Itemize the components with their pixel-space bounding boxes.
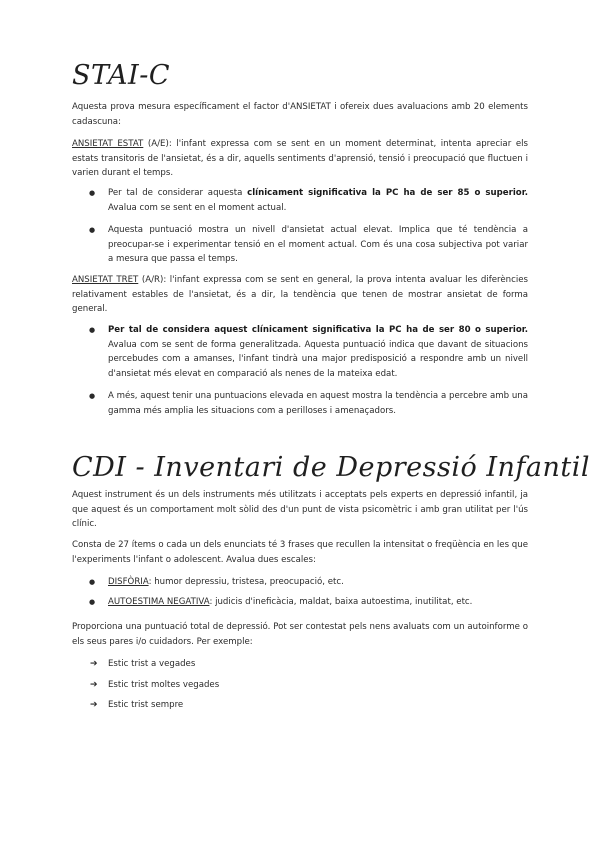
stai-title: STAI-C <box>72 60 170 91</box>
cdi-paragraph-3-block <box>72 620 528 649</box>
cdi-paragraph-2-block <box>72 538 528 567</box>
ansietat-estat-code: (A/E) <box>143 139 169 149</box>
bullet-item: ● Per tal de considerar aquesta clínicament significativa la PC ha de ser 85 o superior. Avalua com se sent en el moment actual. <box>72 186 528 215</box>
example-item: ➔ Estic trist a vegades <box>72 657 528 672</box>
ansietat-tret-paragraph <box>72 273 528 317</box>
ansietat-estat-paragraph <box>72 137 528 181</box>
ansietat-tret-code: (A/R) <box>138 275 164 285</box>
example-item: ➔ Estic trist sempre <box>72 698 528 713</box>
ansietat-tret-label: ANSIETAT TRET <box>72 275 139 285</box>
bullet-item: ● A més, aquest tenir una puntuacions elevada en aquest mostra la tendència a percebre amb una gamma més amplia les situacions com a perilloses i amenaçadors. <box>72 389 528 418</box>
bullet-item: ● Per tal de considera aquest clínicament significativa la PC ha de ser 80 o superior. Avalua com se sent de forma generalitzada. Aquesta puntuació indica que davant de situacions percebudes com a amanses, l'infant tindrà una major predisposició a respondre amb un nivell d'ansietat més elevat en comparació als nenes de la mateixa edat. <box>72 323 528 381</box>
stai-intro: Aquesta prova mesura específicament el factor d'ANSIETAT i ofereix dues avaluacions amb 20 elements cadascuna: <box>72 102 528 127</box>
cdi-title: CDI - Inventari de Depressió Infantil <box>72 452 590 483</box>
ansietat-tret-text: : l'infant expressa com se sent en general, la prova intenta avaluar les diferències relativament estables de l'ansietat, és a dir, la tendència que tenen de mostrar ansietat de forma general. <box>72 275 529 315</box>
ansietat-estat-text: : l'infant expressa com se sent en un moment determinat, intenta apreciar els estats transitoris de l'ansietat, és a dir, aquells sentiments d'aprensió, tensió i preocupació que fluctuen i varien durant el temps. <box>72 139 528 179</box>
example-item: ➔ Estic trist moltes vegades <box>72 678 528 693</box>
cdi-scales-list <box>72 575 528 609</box>
scale-item: ● DISFÒRIA: humor depressiu, tristesa, preocupació, etc. <box>72 575 528 590</box>
stai-intro-block <box>72 100 528 129</box>
cdi-examples-list <box>72 657 528 713</box>
cdi-paragraph-3: Proporciona una puntuació total de depressió. Pot ser contestat pels nens avaluats com un autoinforme o els seus pares i/o cuidadors. Per exemple: <box>72 622 528 647</box>
cdi-paragraph-2: Consta de 27 ítems o cada un dels enunciats té 3 frases que recullen la intensitat o freqüència en les que l'experiments l'infant o adolescent. Avalua dues escales: <box>72 540 528 565</box>
ansietat-tret-bullets <box>72 323 528 419</box>
ansietat-tret-block <box>72 273 528 317</box>
arrow-icon: ➔ <box>90 700 98 711</box>
ansietat-estat-label: ANSIETAT ESTAT <box>72 139 144 149</box>
bullet-item: ● Aquesta puntuació mostra un nivell d'ansietat actual elevat. Implica que té tendència a preocupar-se i experimentar tensió en el moment actual. Com és una cosa subjectiva pot variar a mesura que passa el temps. <box>72 223 528 267</box>
ansietat-estat-block <box>72 137 528 181</box>
scale-item: ● AUTOESTIMA NEGATIVA: judicis d'ineficàcia, maldat, baixa autoestima, inutilitat, etc. <box>72 595 528 610</box>
cdi-paragraph-1: Aquest instrument és un dels instruments més utilitzats i acceptats pels experts en depressió infantil, ja que aquest és un comportament molt sòlid des d'un punt de vista psicomètric i amb gran utilitat per l'ús clínic. <box>72 490 528 530</box>
cdi-paragraph-1-block <box>72 488 528 532</box>
arrow-icon: ➔ <box>90 679 98 690</box>
arrow-icon: ➔ <box>90 659 98 669</box>
ansietat-estat-bullets <box>72 186 528 267</box>
